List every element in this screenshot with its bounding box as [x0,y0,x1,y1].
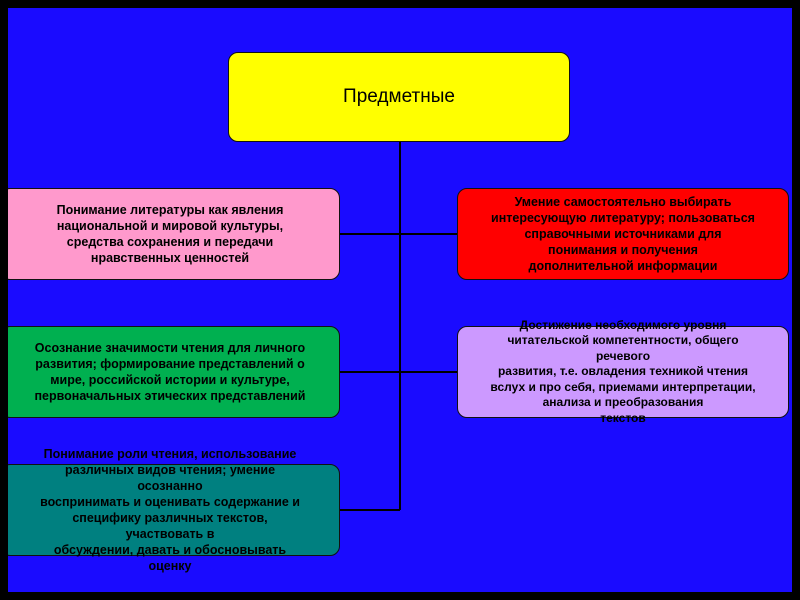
title-box [228,52,570,142]
left-box-1-text: Понимание литературы как явления национальной и мировой культуры, средства сохранения и передачи нравственных ценностей [56,203,284,265]
left-box-reading-significance [8,326,340,418]
right-box-reading-competence [457,317,789,425]
left-box-literature-culture [8,188,340,280]
right-box-2-text: Достижение необходимого уровня читательской компетентности, общего речевого развития, т.е. овладения техникой чтения вслух и про себя, приемами интерпретации, анализа и преобразования текстов [490,317,756,425]
left-box-reading-role [8,447,340,573]
left-box-3-text: Понимание роли чтения, использование различных видов чтения; умение осознанно воспринимать и оценивать содержание и специфику различных текстов, участвовать в обсуждении, давать и обосновывать оценку [40,447,300,573]
right-box-1-text: Умение самостоятельно выбирать интересующую литературу; пользоваться справочными источниками для понимания и получения дополнительной информации [491,195,755,273]
left-box-2-text: Осознание значимости чтения для личного развития; формирование представлений о мире, российской истории и культуре, первоначальных этических представлений [34,341,306,403]
title-text: Предметные [343,86,455,107]
diagram-canvas [8,8,792,592]
right-box-choose-literature [457,188,789,280]
